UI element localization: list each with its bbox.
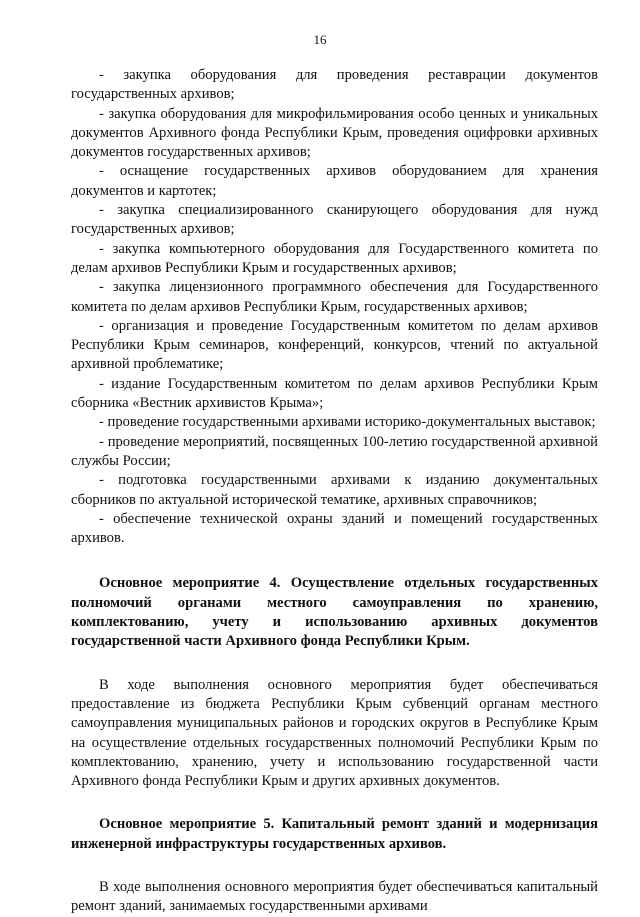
page-number: 16: [313, 32, 327, 47]
list-item: - закупка компьютерного оборудования для Государственного комитета по делам архивов Республики Крым и государственных архивов;: [71, 240, 598, 276]
list-item: - закупка оборудования для микрофильмирования особо ценных и уникальных документов Архивного фонда Республики Крым, проведения оцифровки архивных документов государственных архивов;: [71, 105, 598, 161]
list-item: - закупка оборудования для проведения реставрации документов государственных архивов;: [71, 67, 598, 103]
measure-4-heading: Основное мероприятие 4. Осуществление отдельных государственных полномочий органами местного самоуправления по хранению, комплектованию, учету и использованию архивных документов государственной части Архивного фонда Республики Крым.: [71, 575, 598, 650]
list-item: - закупка лицензионного программного обеспечения для Государственного комитета по делам архивов Республики Крым, государственных архивов;: [71, 279, 598, 315]
list-item: - проведение государственными архивами историко-документальных выставок;: [99, 414, 596, 431]
list-item: - подготовка государственными архивами к изданию документальных сборников по актуальной исторической тематике, архивных справочников;: [71, 472, 598, 508]
list-item: - оснащение государственных архивов оборудованием для хранения документов и картотек;: [71, 163, 598, 199]
measure-5-paragraph: В ходе выполнения основного мероприятия будет обеспечиваться капитальный ремонт зданий, занимаемых государственными архивами: [71, 878, 598, 915]
measure-5-heading: Основное мероприятие 5. Капитальный ремонт зданий и модернизация инженерной инфраструктуры государственных архивов.: [71, 816, 598, 852]
measure-4-paragraph: В ходе выполнения основного мероприятия будет обеспечиваться предоставление из бюджета Республики Крым субвенций органам местного самоуправления муниципальных районов и городских округов в Республике Крым на осуществление отдельных государственных полномочий Республики Крым по комплектованию, хранению, учету и использованию государственной части Архивного фонда Республики Крым и других архивных документов.: [71, 676, 598, 790]
list-item: - обеспечение технической охраны зданий и помещений государственных архивов.: [71, 510, 598, 547]
list-item: - проведение мероприятий, посвященных 100-летию государственной архивной службы России;: [71, 433, 598, 469]
list-item: - организация и проведение Государственным комитетом по делам архивов Республики Крым семинаров, конференций, конкурсов, чтений по актуальной архивной проблематике;: [71, 317, 598, 373]
document-body: [71, 66, 598, 917]
list-item: - закупка специализированного сканирующего оборудования для нужд государственных архивов;: [71, 202, 598, 238]
list-item: - издание Государственным комитетом по делам архивов Республики Крым сборника «Вестник архивистов Крыма»;: [71, 375, 598, 412]
